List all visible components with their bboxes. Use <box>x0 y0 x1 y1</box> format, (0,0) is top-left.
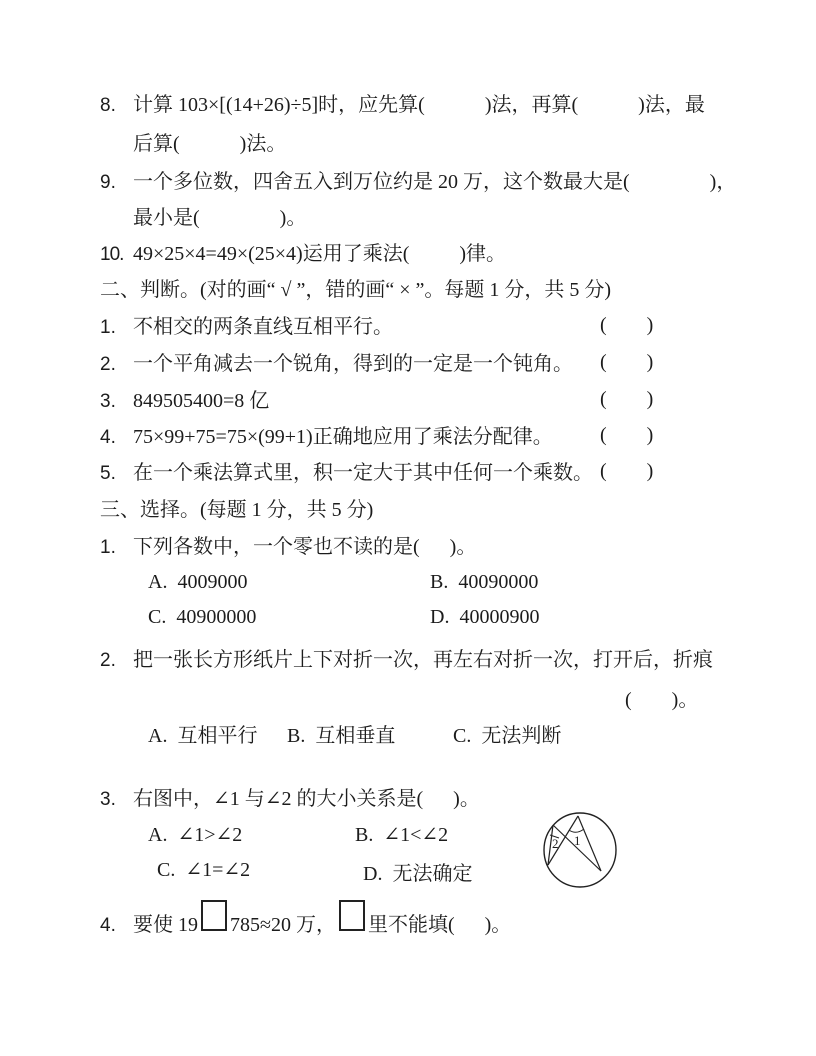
question-text: 后算( )法。 <box>133 133 287 155</box>
option-c: C. 40900000 <box>148 606 257 628</box>
angle-label-2: 2 <box>552 836 559 851</box>
question-number: 1. <box>100 317 116 338</box>
question-text: 要使 19 <box>133 914 198 936</box>
question-text: 右图中，∠1 与∠2 的大小关系是( )。 <box>133 788 480 810</box>
question-text: 在一个乘法算式里，积一定大于其中任何一个乘数。 <box>133 462 593 484</box>
option-b: B. ∠1<∠2 <box>355 824 449 846</box>
question-number: 9. <box>100 172 116 193</box>
answer-parens: ( ) <box>600 351 654 373</box>
question-number: 2. <box>100 650 116 671</box>
circle-angle-diagram <box>533 799 625 897</box>
answer-parens: ( ) <box>600 460 654 482</box>
question-number: 2. <box>100 354 116 375</box>
option-b: B. 40090000 <box>430 571 539 593</box>
blank-box <box>339 900 365 931</box>
answer-parens: ( ) <box>600 424 654 446</box>
judge-item-1 <box>100 314 393 341</box>
judge-item-5 <box>100 460 593 487</box>
option-c: C. 无法判断 <box>453 725 562 747</box>
judge-item-4 <box>100 424 553 451</box>
answer-parens: ( ) <box>600 314 654 336</box>
choice-q3 <box>100 786 480 813</box>
angle1-arc <box>569 829 584 832</box>
angle-label-1: 1 <box>574 833 581 848</box>
question-number: 4. <box>100 427 116 448</box>
judge-item-3 <box>100 388 269 415</box>
question-text: 49×25×4=49×(25×4)运用了乘法( )律。 <box>133 243 507 265</box>
question-text: 不相交的两条直线互相平行。 <box>133 316 393 338</box>
question-number: 10. <box>100 244 124 265</box>
question-text: 75×99+75=75×(99+1)正确地应用了乘法分配律。 <box>133 426 553 448</box>
choice-q2-line1 <box>100 647 713 674</box>
fill-q8-line1 <box>100 92 705 119</box>
choice-q4 <box>100 900 511 939</box>
question-number: 5. <box>100 463 116 484</box>
judge-item-2 <box>100 351 573 378</box>
section-header-judge: 二、判断。(对的画“ √ ”，错的画“ × ”。每题 1 分，共 5 分) <box>100 279 612 301</box>
option-b: B. 互相垂直 <box>287 725 396 747</box>
section-header-choice: 三、选择。(每题 1 分，共 5 分) <box>100 499 374 521</box>
question-text: 849505400=8 亿 <box>133 390 270 412</box>
question-number: 3. <box>100 789 116 810</box>
chord-top-to-bottomright <box>578 816 601 871</box>
option-a: A. 互相平行 <box>148 725 258 747</box>
question-text: 785≈20 万， <box>230 914 336 936</box>
fill-q10-line <box>100 241 506 268</box>
option-a: A. ∠1>∠2 <box>148 824 243 846</box>
question-number: 3. <box>100 391 116 412</box>
question-text: 里不能填( )。 <box>367 914 512 936</box>
fill-q9-line1 <box>100 169 736 196</box>
question-text: 最小是( )。 <box>133 207 307 229</box>
blank-box <box>201 900 227 931</box>
question-text: 一个多位数，四舍五入到万位约是 20 万，这个数最大是( )， <box>133 171 737 193</box>
question-number: 1. <box>100 537 116 558</box>
question-text: 计算 103×[(14+26)÷5]时，应先算( )法，再算( )法，最 <box>133 94 705 116</box>
question-text: 下列各数中，一个零也不读的是( )。 <box>133 536 477 558</box>
answer-parens: ( )。 <box>625 689 699 711</box>
option-a: A. 4009000 <box>148 571 248 593</box>
option-d: D. 40000900 <box>430 606 540 628</box>
question-number: 8. <box>100 95 116 116</box>
fill-q9-line2 <box>133 205 306 232</box>
choice-q1 <box>100 534 476 561</box>
question-text: 把一张长方形纸片上下对折一次，再左右对折一次，打开后，折痕 <box>133 649 713 671</box>
fill-q8-line2 <box>133 131 286 158</box>
question-text: 一个平角减去一个锐角，得到的一定是一个钝角。 <box>133 353 573 375</box>
question-number: 4. <box>100 915 116 936</box>
option-d: D. 无法确定 <box>363 863 473 885</box>
option-c: C. ∠1=∠2 <box>157 859 251 881</box>
answer-parens: ( ) <box>600 388 654 410</box>
